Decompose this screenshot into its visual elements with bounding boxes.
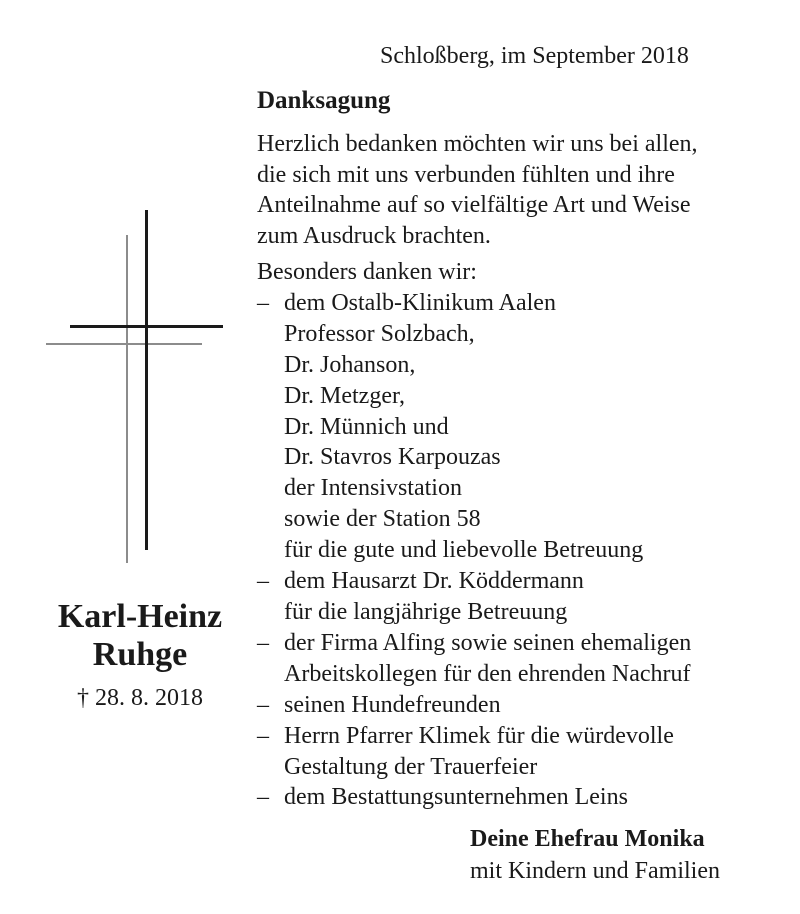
list-item	[257, 628, 797, 690]
item-line: dem Ostalb-Klinikum Aalen	[284, 289, 556, 316]
item-line: der Intensivstation	[284, 475, 462, 502]
list-item	[257, 721, 797, 783]
dash-bullet: –	[257, 568, 269, 595]
item-line: der Firma Alfing sowie seinen ehemaligen	[284, 629, 692, 656]
thanks-list	[257, 288, 797, 813]
heading: Danksagung	[257, 87, 391, 114]
item-line: dem Bestattungsunternehmen Leins	[284, 784, 628, 811]
list-item	[257, 566, 797, 628]
item-line: sowie der Station 58	[284, 506, 481, 533]
dash-bullet: –	[257, 691, 269, 718]
item-line: dem Hausarzt Dr. Köddermann	[284, 568, 584, 595]
item-line: Professor Solzbach,	[284, 320, 475, 347]
item-line: Gestaltung der Trauerfeier	[284, 753, 538, 780]
signature	[470, 823, 720, 887]
cross-vertical-beam	[145, 210, 148, 550]
dash-bullet: –	[257, 722, 269, 749]
dash-bullet: –	[257, 289, 269, 316]
intro-line: zum Ausdruck brachten.	[257, 223, 491, 250]
signature-sub: mit Kindern und Familien	[470, 858, 720, 884]
cross-horizontal-beam	[70, 325, 223, 328]
item-line: Dr. Münnich und	[284, 413, 449, 440]
intro-line: Herzlich bedanken möchten wir uns bei allen,	[257, 131, 698, 157]
deceased-last-name: Ruhge	[92, 636, 188, 673]
intro-paragraph	[257, 129, 787, 252]
thanks-section	[257, 257, 797, 813]
item-line: Arbeitskollegen für den ehrenden Nachruf	[284, 660, 691, 687]
cross-icon	[40, 205, 230, 570]
intro-line: die sich mit uns verbunden fühlten und ihre	[257, 161, 675, 188]
cross-shadow-vertical	[126, 235, 128, 563]
item-line: für die gute und liebevolle Betreuung	[284, 537, 644, 564]
signature-name: Deine Ehefrau Monika	[470, 826, 705, 852]
item-line: Dr. Johanson,	[284, 351, 416, 378]
death-date: † 28. 8. 2018	[77, 685, 203, 711]
thanks-label: Besonders danken wir:	[257, 259, 477, 285]
item-line: seinen Hundefreunden	[284, 691, 501, 718]
intro-line: Anteilnahme auf so vielfältige Art und Weise	[257, 192, 691, 219]
deceased-block	[20, 598, 260, 712]
item-line: für die langjährige Betreuung	[284, 598, 568, 625]
item-line: Herrn Pfarrer Klimek für die würdevolle	[284, 722, 674, 749]
dash-bullet: –	[257, 784, 269, 811]
dash-bullet: –	[257, 629, 269, 656]
list-item	[257, 690, 797, 721]
list-item	[257, 288, 797, 566]
deceased-first-name: Karl-Heinz	[57, 598, 223, 635]
list-item	[257, 782, 797, 813]
item-line: Dr. Metzger,	[284, 382, 405, 409]
cross-shadow-horizontal	[46, 343, 202, 345]
item-line: Dr. Stavros Karpouzas	[284, 444, 501, 471]
place-date: Schloßberg, im September 2018	[380, 43, 689, 69]
